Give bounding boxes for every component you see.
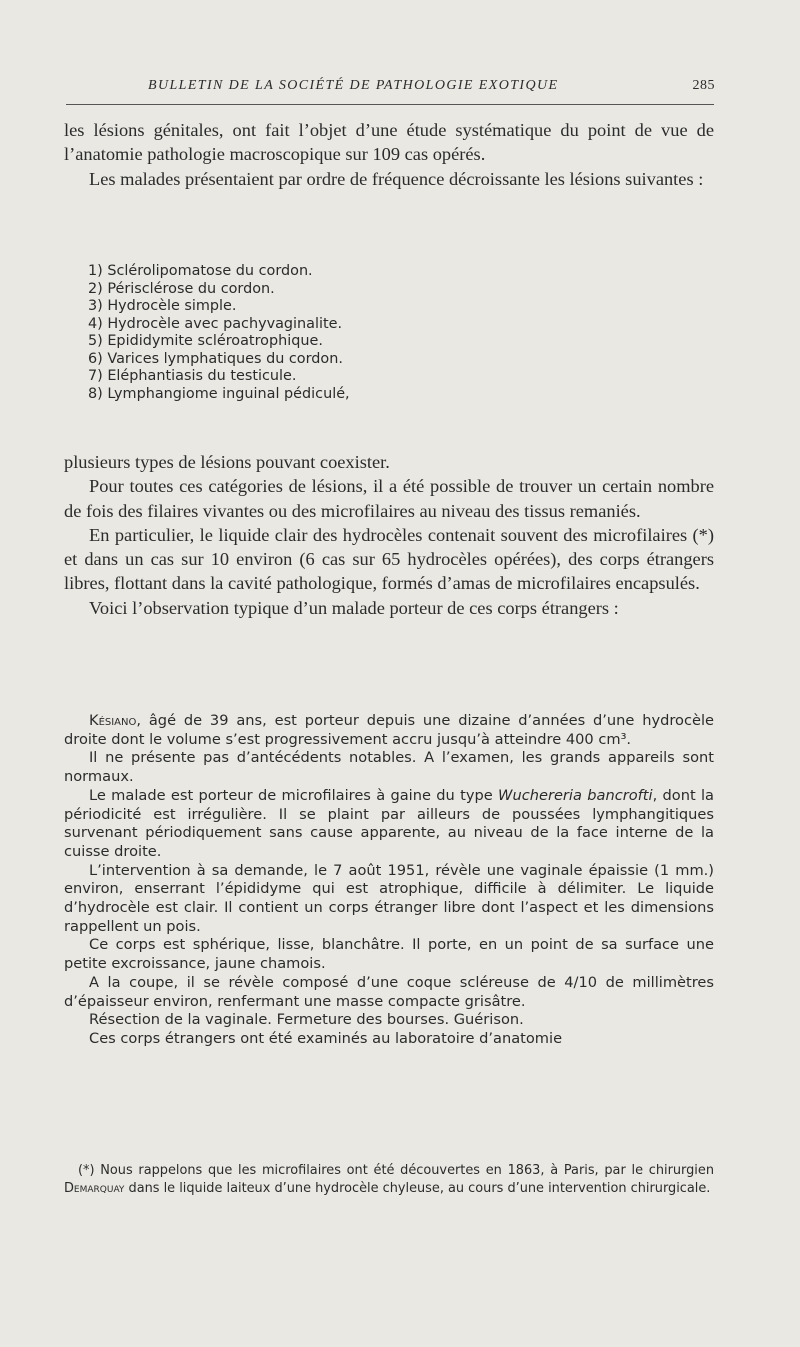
list-item: 4) Hydrocèle avec pachyvaginalite. — [88, 315, 343, 332]
footnote-text: (*) Nous rappelons que les microfilaires ont été découvertes en 1863, à Paris, par le chirurgien Demarquay dans le liquide laiteux d’une hydrocèle chyleuse, au cours d’une intervention chirurgicale. — [64, 1163, 714, 1196]
observation-paragraph-6: A la coupe, il se révèle composé d’une coque scléreuse de 4/10 de millimètres d’épaisseur environ, renfermant une masse compacte grisâtre. — [64, 973, 714, 1010]
list-item: 3) Hydrocèle simple. — [88, 298, 237, 314]
main-paragraph-4: Voici l’observation typique d’un malade porteur de ces corps étrangers : — [89, 597, 619, 618]
intro-paragraph-2: Les malades présentaient par ordre de fréquence décroissante les lésions suivantes : — [89, 168, 704, 189]
header-rule — [66, 104, 714, 105]
observation-paragraph-2: Il ne présente pas d’antécédents notables. A l’examen, les grands appareils sont normaux. — [64, 749, 714, 786]
lesion-list — [88, 263, 688, 403]
page-number: 285 — [692, 78, 715, 93]
footnote — [64, 1162, 714, 1198]
list-item: 5) Epididymite scléroatrophique. — [88, 333, 323, 349]
species-name: Wuchereria bancrofti — [498, 786, 653, 804]
intro-section — [64, 118, 714, 191]
case-observation — [64, 712, 714, 1049]
main-paragraph-2: Pour toutes ces catégories de lésions, il a été possible de trouver un certain nombre de fois des filaires vivantes ou des microfilaires au niveau des tissus remaniés. — [64, 476, 714, 521]
main-paragraph-3: En particulier, le liquide clair des hydrocèles contenait souvent des microfilaires (*) et dans un cas sur 10 environ (6 cas sur 65 hydrocèles opérées), des corps étrangers libres, flottant dans la cavité pathologique, formés d’amas de microfilaires encapsulés. — [64, 524, 714, 594]
intro-paragraph-1: les lésions génitales, ont fait l’objet d’une étude systématique du point de vue de l’anatomie pathologie macroscopique sur 109 cas opérés. — [64, 120, 714, 165]
observation-paragraph-1: Késiano, âgé de 39 ans, est porteur depuis une dizaine d’années d’une hydrocèle droite dont le volume s’est progressivement accru jusqu’à atteindre 400 cm³. — [64, 712, 714, 748]
observation-paragraph-3: Le malade est porteur de microfilaires à gaine du type Wuchereria bancrofti, dont la périodicité est irrégulière. Il se plaint par ailleurs de poussées lymphangitiques survenant périodiquement sans cause apparente, au niveau de la face interne de la cuisse droite. — [64, 786, 714, 860]
observation-paragraph-4: L’intervention à sa demande, le 7 août 1951, révèle une vaginale épaissie (1 mm.) environ, enserrant l’épididyme qui est atrophique, difficile à délimiter. Le liquide d’hydrocèle est clair. Il contient un corps étranger libre dont l’aspect et les dimensions rappellent un pois. — [64, 861, 714, 935]
page-header — [60, 78, 715, 100]
main-section — [64, 450, 714, 620]
observation-paragraph-7: Résection de la vaginale. Fermeture des bourses. Guérison. — [89, 1011, 524, 1029]
main-paragraph-1: plusieurs types de lésions pouvant coexister. — [64, 452, 390, 472]
list-item: 6) Varices lymphatiques du cordon. — [88, 350, 343, 367]
observation-paragraph-5: Ce corps est sphérique, lisse, blanchâtre. Il porte, en un point de sa surface une petite excroissance, jaune chamois. — [64, 936, 714, 973]
surgeon-name: Demarquay — [64, 1181, 125, 1196]
list-item: 1) Sclérolipomatose du cordon. — [88, 263, 313, 279]
list-item: 2) Périsclérose du cordon. — [88, 280, 275, 297]
list-item: 8) Lymphangiome inguinal pédiculé, — [88, 385, 350, 402]
list-item: 7) Eléphantiasis du testicule. — [88, 368, 297, 384]
observation-paragraph-8: Ces corps étrangers ont été examinés au laboratoire d’anatomie — [89, 1029, 563, 1047]
patient-name: Késiano — [89, 712, 137, 729]
running-title: BULLETIN DE LA SOCIÉTÉ DE PATHOLOGIE EXOTIQUE — [148, 78, 559, 93]
